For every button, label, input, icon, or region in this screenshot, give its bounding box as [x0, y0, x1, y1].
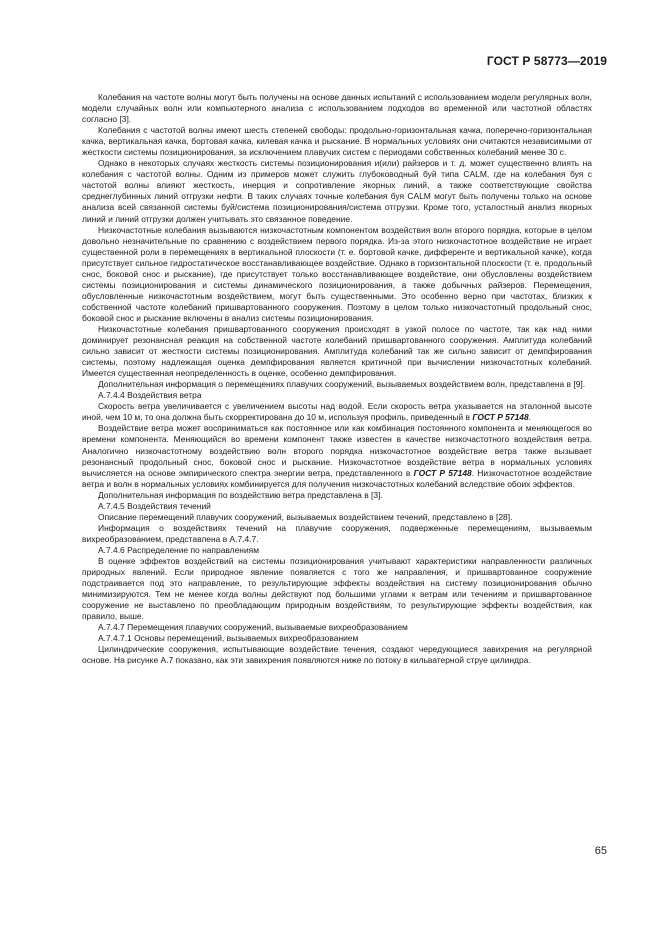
paragraph-text: Скорость ветра увеличивается с увеличением высоты над водой. Если скорость ветра указывается на эталонной высоте иной, чем 10 м, то она должна быть скорректирована до 10 м, используя профиль, приведенный в — [82, 401, 592, 423]
paragraph: Однако в некоторых случаях жесткость системы позиционирования и(или) райзеров и т. д. может существенно влиять на колебания с частотой волны. Одним из примеров может служить глубоководный буй типа CALM, где на колебания буя с частотой волны влияют жесткость, инерция и сопротивление якорных линий, а также соответствующие свойства среднеглубинных линий отгрузки нефти. В таких случаях точные колебания буя CALM могут быть получены только на основе анализа всей связанной системы буй/система позиционирования/система отгрузки. Кроме того, усталостный анализ якорных линий и линий отгрузки должен учитывать это связанное поведение. — [82, 158, 592, 224]
paragraph: Дополнительная информация по воздействию ветра представлена в [3]. — [98, 489, 383, 500]
section-heading: А.7.4.4 Воздействия ветра — [98, 390, 202, 401]
paragraph-text: Воздействие ветра может восприниматься как постоянное или как комбинация постоянного компонента и меняющегося во времени компонента. Меняющийся во времени компонент также известен в качестве низкочастотного воздействия ветра. Аналогично низкочастотному воздействию волн второго порядка низкочастотное воздействие ветра также вызывает резонансный продольный снос, боковой снос и рыскание. Низкочастотное воздействие ветра в нормальных условиях вычисляется на основе эмпирического спектра энергии ветра, представленного в — [82, 423, 592, 478]
paragraph: Колебания на частоте волны могут быть получены на основе данных испытаний с использованием модели регулярных волн, модели случайных волн или компьютерного анализа с использованием подходов во временной или частотной областях согласно [3]. — [82, 92, 592, 125]
standard-reference: ГОСТ Р 57148 — [413, 467, 472, 478]
paragraph — [82, 423, 592, 489]
paragraph: Колебания с частотой волны имеют шесть степеней свободы: продольно-горизонтальная качка, поперечно-горизонтальная качка, вертикальная качка, бортовая качка, килевая качка и рыскание. В нормальных условиях они считаются независимыми от жесткости системы позиционирования, за исключением плавучих систем с периодами собственных колебаний менее 30 с. — [82, 125, 592, 158]
paragraph: Информация о воздействиях течений на плавучие сооружения, подверженные перемещениям, вызываемым вихреобразованием, представлена в А.7.4.7. — [82, 522, 592, 544]
section-heading: А.7.4.7.1 Основы перемещений, вызываемых вихреобразованием — [98, 633, 359, 644]
paragraph: Скорость ветра увеличивается с увеличением высоты над водой. Если скорость ветра указывается на эталонной высоте иной, чем 10 м, то она должна быть скорректирована до 10 м, используя профиль, приведенный в ГОСТ Р 57148. — [82, 401, 592, 423]
paragraph: Низкочастотные колебания пришвартованного сооружения происходят в узкой полосе по частоте, так как над ними доминирует резонансная реакция на собственной частоте колебаний пришвартованного сооружения. Амплитуда колебаний сильно зависит от жесткости системы позиционирования. Амплитуда колебаний так же сильно зависит от демпфирования системы, поэтому надлежащая оценка демпфирования является критичной при вычислении низкочастотных колебаний. Имеется существенная неопределенность в оценке, особенно демпфирования. — [82, 323, 592, 379]
paragraph: Описание перемещений плавучих сооружений, вызываемых воздействием течений, представлено в [28]. — [98, 511, 513, 522]
paragraph-text: . Низкочастотное воздействие ветра и волн в нормальных условиях комбинируется для получения низкочастотных колебаний вследствие обоих эффектов. — [82, 467, 592, 489]
section-heading: А.7.4.6 Распределение по направлениям — [98, 544, 260, 555]
standard-reference: ГОСТ Р 57148 — [472, 412, 529, 423]
paragraph: Цилиндрические сооружения, испытывающие воздействие течения, создают чередующиеся завихрения на регулярной основе. На рисунке А.7 показано, как эти завихрения появляются ниже по потоку в кильватерной струе цилиндра. — [82, 644, 592, 666]
standard-header: ГОСТ Р 58773—2019 — [486, 54, 607, 68]
paragraph: Низкочастотные колебания вызываются низкочастотным компонентом воздействия волн второго порядка, которые в целом довольно незначительные по сравнению с воздействием первого порядка. Из-за этого низкочастотное воздействие не играет существенной роли в перемещениях в вертикальной плоскости (т. е. бортовой качке, дифференте и вертикальной качке), когда присутствует сильное гидростатическое восстанавливающее воздействие. Однако в горизонтальной плоскости (т. е. продольный снос, боковой снос и рыскание), где присутствует только восстанавливающее воздействие, они обусловлены воздействием системы позиционирования и системы динамического позиционирования, а также добычных райзеров. Перемещения, обусловленные низкочастотным воздействием, могут быть существенными. Это особенно верно при частотах, близких к собственной частоте колебаний пришвартованного сооружения. Поэтому в целом только низкочастотный продольный снос, боковой снос и рыскание включены в анализ системы позиционирования. — [82, 224, 592, 323]
paragraph: Дополнительная информация о перемещениях плавучих сооружений, вызываемых воздействием волн, представлена в [9]. — [98, 379, 586, 390]
page-number: 65 — [594, 845, 607, 857]
paragraph: В оценке эффектов воздействий на системы позиционирования учитывают характеристики направленности различных природных явлений. Если природное явление появляется с того же направления, и пришвартованное сооружение подстраивается под это направление, то результирующие эффекты воздействия на систему позиционирования обычно минимизируются. Тем не менее когда волны действуют под большими углами к ветрам или течениям и пришвартованное сооружение не выставлено по преобладающим природным воздействиям, то результирующие эффекты воздействия, как правило, выше. — [82, 555, 592, 622]
section-heading: А.7.4.5 Воздействия течений — [98, 500, 211, 511]
section-heading: А.7.4.7 Перемещения плавучих сооружений, вызываемые вихреобразованием — [98, 622, 408, 633]
document-body — [82, 92, 592, 666]
